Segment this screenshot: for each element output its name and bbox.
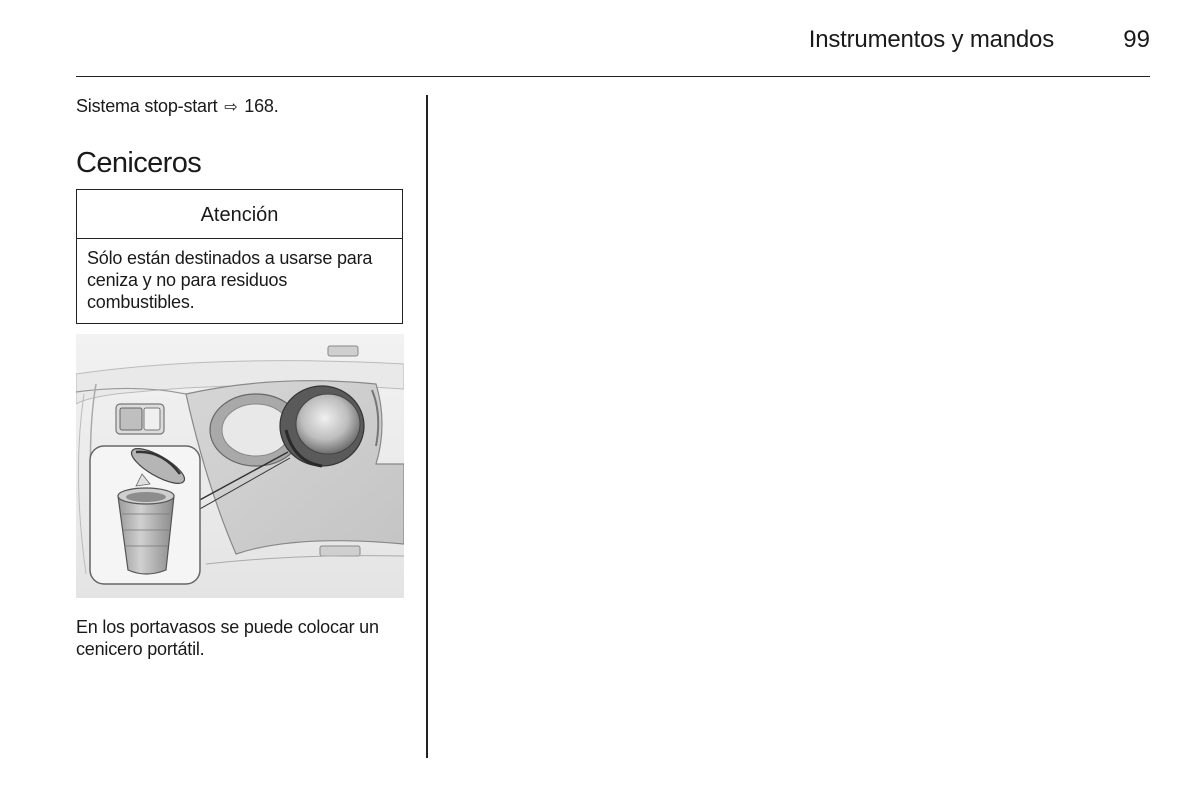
left-column [76, 95, 404, 660]
ashtray-illustration [76, 334, 404, 598]
page-number: 99 [1123, 26, 1150, 53]
warning-box [76, 189, 403, 324]
column-divider [426, 95, 428, 758]
arrow-right-icon: ⇨ [224, 99, 238, 116]
section-title: Ceniceros [76, 147, 202, 179]
warning-text: Sólo están destinados a usarse para ceniza y no para residuos combustibles. [87, 248, 373, 312]
crossref [76, 95, 404, 119]
figure-caption: En los portavasos se puede colocar un cenicero portátil. [76, 617, 379, 659]
crossref-text: Sistema stop-start [76, 96, 218, 116]
header-title: Instrumentos y mandos [808, 26, 1054, 53]
warning-heading: Atención [77, 190, 402, 239]
page-header [76, 0, 1150, 77]
crossref-page[interactable]: 168. [244, 96, 279, 116]
